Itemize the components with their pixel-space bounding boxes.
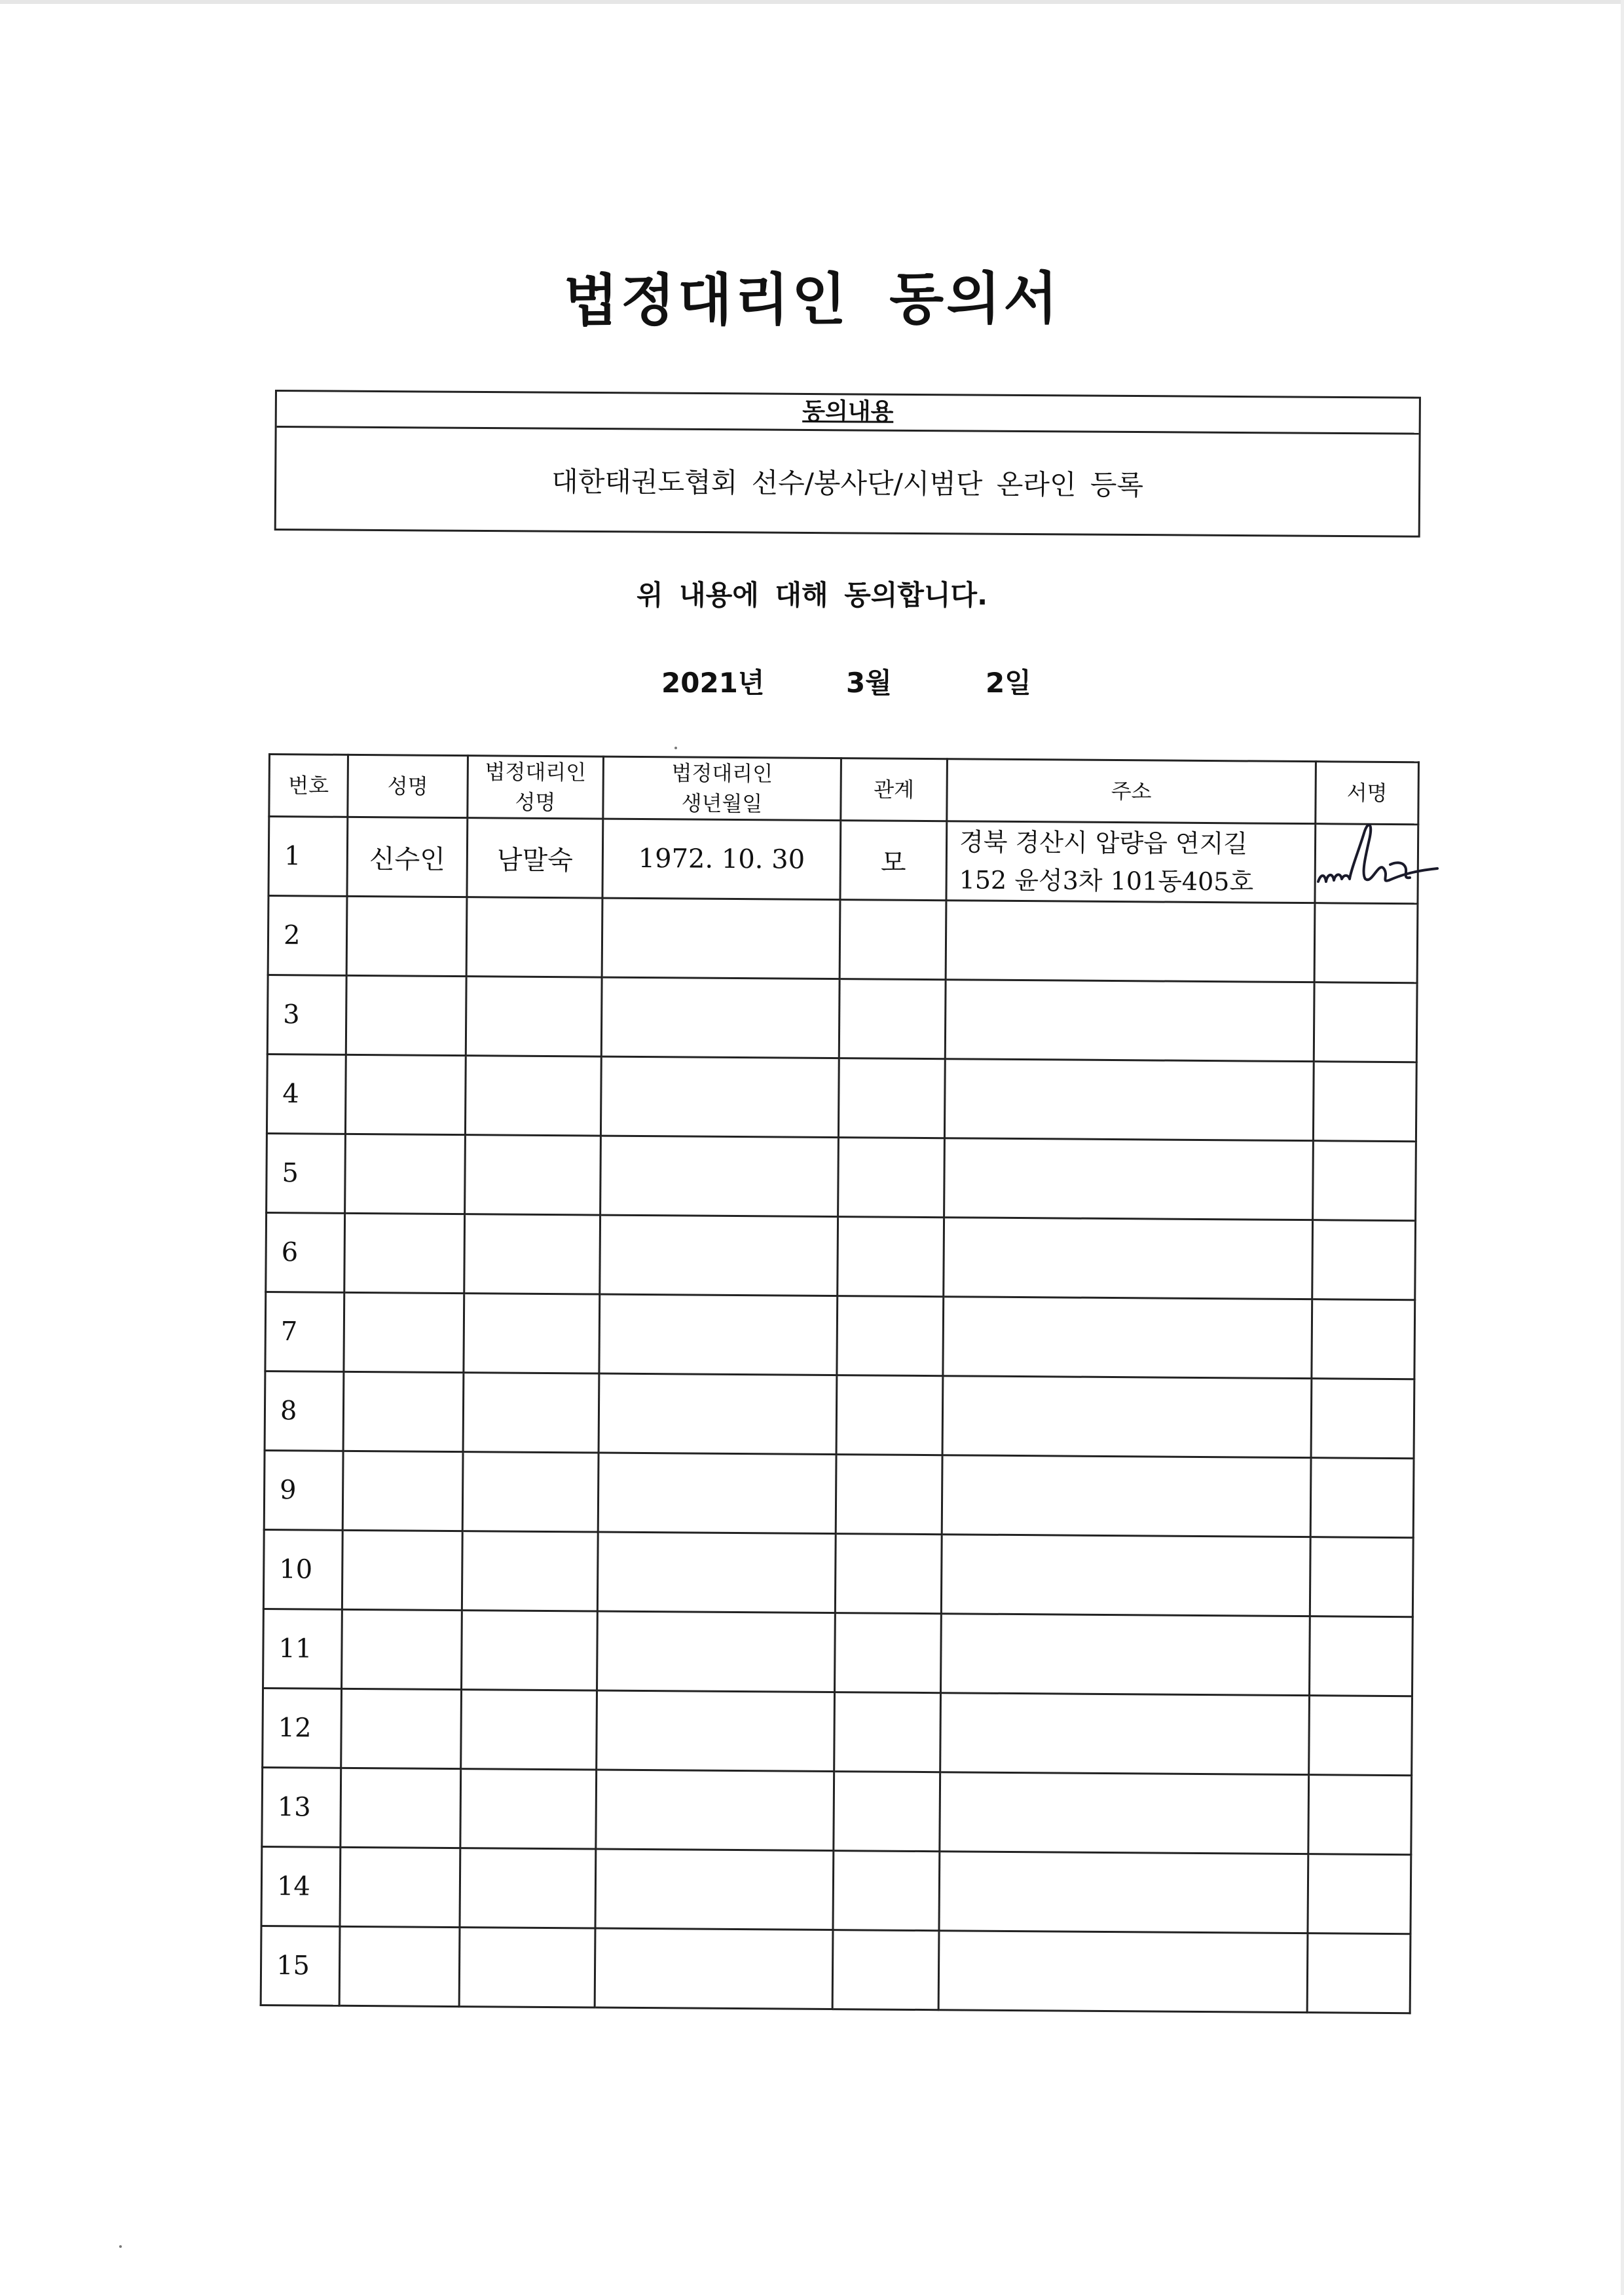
cell-no: 5 <box>267 1133 346 1213</box>
scan-speck <box>119 2245 122 2248</box>
date-month: 3월 <box>846 667 892 699</box>
cell-guardian-birth <box>600 1056 839 1138</box>
cell-name <box>341 1768 461 1848</box>
cell-guardian-birth <box>595 1849 834 1930</box>
cell-relation <box>840 900 946 980</box>
cell-address <box>942 1455 1311 1537</box>
cell-signature <box>1310 1458 1414 1538</box>
cell-signature <box>1314 903 1418 983</box>
cell-relation <box>835 1613 942 1693</box>
cell-guardian-birth <box>599 1373 837 1455</box>
scan-edge-top <box>0 0 1624 4</box>
cell-guardian-name <box>466 897 602 977</box>
cell-no: 13 <box>262 1767 341 1847</box>
cell-signature <box>1312 1299 1415 1379</box>
table-row <box>261 1926 1411 2013</box>
cell-address <box>940 1772 1309 1854</box>
cell-address <box>942 1376 1312 1458</box>
cell-name <box>346 975 466 1055</box>
cell-signature <box>1309 1696 1412 1776</box>
cell-relation <box>835 1534 942 1614</box>
cell-relation <box>833 1851 940 1931</box>
cell-guardian-name <box>459 1928 595 2007</box>
cell-no: 12 <box>263 1688 342 1768</box>
cell-relation <box>832 1930 939 2010</box>
cell-no: 10 <box>263 1529 342 1609</box>
table-row <box>267 975 1417 1062</box>
header-name: 성명 <box>348 755 468 817</box>
cell-signature <box>1312 1220 1416 1300</box>
header-no: 번호 <box>269 755 348 817</box>
cell-relation <box>837 1296 944 1376</box>
cell-relation <box>838 1138 945 1218</box>
cell-address <box>946 901 1315 982</box>
cell-name <box>341 1689 462 1768</box>
cell-signature <box>1308 1854 1411 1934</box>
cell-address <box>944 1138 1314 1220</box>
cell-guardian-birth <box>602 898 840 979</box>
cell-guardian-birth <box>597 1532 836 1613</box>
cell-address <box>946 821 1316 903</box>
cell-signature <box>1309 1616 1412 1696</box>
cell-name <box>339 1926 460 2006</box>
table-row <box>265 1292 1415 1379</box>
header-guardian-birth: 법정대리인 생년월일 <box>603 756 841 821</box>
cell-guardian-birth <box>597 1690 835 1772</box>
scan-edge-right <box>1621 0 1624 2295</box>
cell-no: 3 <box>267 975 346 1055</box>
cell-address <box>938 1931 1308 2013</box>
cell-address <box>941 1614 1310 1696</box>
cell-guardian-birth <box>599 1294 838 1375</box>
table-row <box>267 1054 1416 1141</box>
consent-box <box>274 390 1421 538</box>
cell-relation <box>836 1455 942 1535</box>
date-day: 2일 <box>986 667 1031 699</box>
table-row <box>263 1529 1413 1616</box>
cell-guardian-name <box>461 1690 597 1770</box>
cell-guardian-birth: 1972. 10. 30 <box>602 819 841 900</box>
cell-name <box>342 1530 462 1610</box>
table-row <box>262 1767 1412 1854</box>
scan-speck <box>674 747 677 749</box>
cell-address <box>940 1693 1310 1775</box>
cell-no: 7 <box>265 1292 344 1371</box>
cell-guardian-birth <box>595 1928 833 2009</box>
cell-guardian-birth <box>598 1453 836 1534</box>
cell-no: 14 <box>261 1846 341 1926</box>
cell-address <box>945 980 1314 1062</box>
signer-table <box>260 753 1420 2014</box>
cell-signature <box>1310 1537 1413 1617</box>
table-row <box>268 896 1418 983</box>
cell-address <box>939 1852 1308 1933</box>
cell-guardian-name: 남말숙 <box>467 818 603 898</box>
cell-relation <box>834 1692 941 1772</box>
cell-name <box>340 1847 460 1927</box>
cell-guardian-birth <box>596 1770 834 1851</box>
cell-signature <box>1307 1933 1411 2013</box>
cell-guardian-name <box>465 1056 601 1136</box>
cell-guardian-name <box>460 1848 596 1928</box>
agreement-statement: 위 내용에 대해 동의합니다. <box>636 579 988 611</box>
consent-heading-text: 동의내용 <box>802 398 894 426</box>
cell-relation <box>839 979 946 1059</box>
table-row <box>267 1133 1416 1220</box>
cell-guardian-birth <box>601 977 840 1058</box>
header-relation: 관계 <box>841 758 948 821</box>
cell-no: 2 <box>268 896 347 976</box>
address-line-2: 152 윤성3차 101동405호 <box>959 865 1254 897</box>
cell-guardian-birth <box>600 1136 839 1217</box>
table-row <box>268 817 1418 904</box>
table-header-row <box>269 755 1419 825</box>
cell-relation <box>838 1058 945 1138</box>
cell-name <box>342 1451 463 1531</box>
cell-name <box>345 1054 466 1134</box>
cell-signature <box>1308 1775 1412 1855</box>
cell-signature <box>1311 1379 1414 1459</box>
table-row <box>266 1212 1416 1299</box>
header-guardian-name: 법정대리인 성명 <box>468 756 604 819</box>
cell-guardian-name <box>462 1452 599 1532</box>
cell-name <box>345 1134 466 1214</box>
cell-guardian-name <box>462 1611 598 1690</box>
cell-guardian-birth <box>600 1215 838 1296</box>
cell-guardian-name <box>464 1294 600 1373</box>
table-row <box>261 1846 1411 1933</box>
cell-no: 15 <box>261 1926 340 2006</box>
consent-body: 대한태권도협회 선수/봉사단/시범단 온라인 등록 <box>551 465 1144 502</box>
cell-no: 4 <box>267 1054 346 1134</box>
cell-address <box>944 1059 1314 1141</box>
address-line-1: 경북 경산시 압량읍 연지길 <box>959 827 1248 859</box>
cell-name <box>342 1609 462 1689</box>
cell-guardian-name <box>464 1214 600 1294</box>
handwritten-signature <box>1313 811 1470 909</box>
cell-no: 8 <box>265 1371 344 1451</box>
cell-relation <box>834 1772 940 1852</box>
cell-no: 9 <box>264 1450 343 1530</box>
cell-signature <box>1313 1062 1416 1142</box>
cell-name: 신수인 <box>347 817 468 897</box>
header-signature: 서명 <box>1316 762 1419 825</box>
cell-relation <box>838 1217 944 1297</box>
table-row <box>263 1688 1412 1775</box>
cell-name <box>344 1213 465 1293</box>
cell-guardian-name <box>463 1373 599 1453</box>
cell-guardian-birth <box>597 1611 836 1692</box>
table-row <box>265 1371 1414 1458</box>
cell-address <box>943 1297 1312 1379</box>
cell-no: 6 <box>266 1212 345 1292</box>
cell-guardian-name <box>465 1135 601 1215</box>
cell-guardian-name <box>466 977 602 1056</box>
cell-no: 1 <box>268 817 348 897</box>
cell-relation: 모 <box>840 821 947 901</box>
cell-guardian-name <box>462 1531 598 1611</box>
date-year: 2021년 <box>661 667 765 699</box>
document-title: 법정대리인 동의서 <box>563 266 1061 334</box>
cell-relation <box>836 1375 943 1455</box>
header-address: 주소 <box>947 759 1316 824</box>
cell-name <box>346 896 467 976</box>
table-row <box>263 1609 1413 1696</box>
cell-signature <box>1313 1141 1416 1221</box>
cell-address <box>941 1535 1310 1616</box>
table-row <box>264 1450 1414 1537</box>
cell-name <box>343 1371 464 1451</box>
cell-guardian-name <box>460 1769 597 1849</box>
cell-address <box>944 1218 1313 1299</box>
cell-name <box>344 1292 464 1372</box>
cell-signature <box>1314 982 1417 1062</box>
cell-no: 11 <box>263 1609 342 1689</box>
